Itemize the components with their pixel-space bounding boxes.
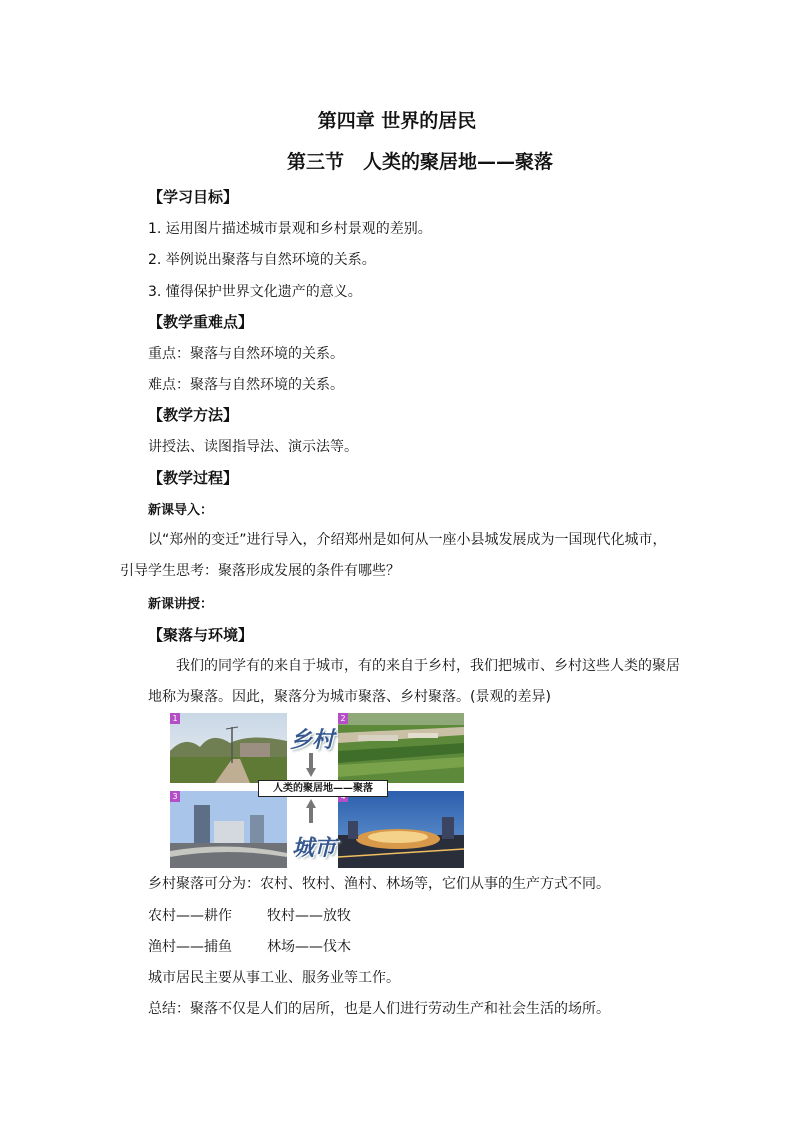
difficulty-text: 难点：聚落与自然环境的关系。 (148, 377, 344, 393)
section-title: 第三节 人类的聚居地——聚落 (286, 151, 553, 173)
objective-3: 3. 懂得保护世界文化遗产的意义。 (148, 284, 362, 300)
objectives-heading: 【学习目标】 (148, 188, 239, 206)
settlement-figure (170, 713, 464, 868)
methods-text: 讲授法、读图指导法、演示法等。 (148, 439, 358, 455)
figure-caption: 人类的聚居地——聚落 (258, 780, 388, 797)
methods-heading: 【教学方法】 (148, 406, 239, 424)
pair-forest: 林场——伐木 (267, 939, 351, 955)
arrow-up-icon (306, 799, 316, 823)
paragraph-line-1: 我们的同学有的来自于城市，有的来自于乡村，我们把城市、乡村这些人类的聚居 (176, 658, 680, 674)
word-rural: 乡村 (290, 728, 335, 753)
topic-heading: 【聚落与环境】 (148, 626, 254, 644)
summary-text: 总结：聚落不仅是人们的居所，也是人们进行劳动生产和社会生活的场所。 (148, 1001, 610, 1017)
urban-text: 城市居民主要从事工业、服务业等工作。 (148, 970, 400, 986)
word-city: 城市 (292, 836, 337, 861)
panel-number-1: 1 (170, 713, 180, 724)
intro-line-1: 以“郑州的变迁”进行导入，介绍郑州是如何从一座小县城发展成为一国现代化城市， (148, 532, 667, 548)
arrow-down-icon (306, 753, 316, 777)
keypoints-heading: 【教学重难点】 (148, 313, 254, 331)
objective-1: 1. 运用图片描述城市景观和乡村景观的差别。 (148, 221, 432, 237)
objective-2: 2. 举例说出聚落与自然环境的关系。 (148, 252, 376, 268)
pair-pasture: 牧村——放牧 (267, 908, 351, 924)
chapter-title: 第四章 世界的居民 (317, 110, 477, 132)
panel-number-3: 3 (170, 791, 180, 802)
lecture-heading: 新课讲授： (148, 597, 214, 612)
photo-city-night (338, 791, 464, 868)
pair-fishing: 渔村——捕鱼 (148, 939, 232, 955)
panel-number-2: 2 (338, 713, 348, 724)
photo-rural-fields (338, 713, 464, 783)
rural-types-text: 乡村聚落可分为：农村、牧村、渔村、林场等，它们从事的生产方式不同。 (148, 876, 610, 892)
paragraph-line-2: 地称为聚落。因此，聚落分为城市聚落、乡村聚落。(景观的差异) (148, 689, 551, 705)
process-heading: 【教学过程】 (148, 469, 239, 487)
pair-farm: 农村——耕作 (148, 908, 232, 924)
intro-heading: 新课导入： (148, 503, 214, 518)
intro-line-2: 引导学生思考：聚落形成发展的条件有哪些？ (120, 563, 400, 579)
photo-rural-road (170, 713, 287, 783)
photo-city-buildings (170, 791, 287, 868)
keypoint-text: 重点：聚落与自然环境的关系。 (148, 346, 344, 362)
